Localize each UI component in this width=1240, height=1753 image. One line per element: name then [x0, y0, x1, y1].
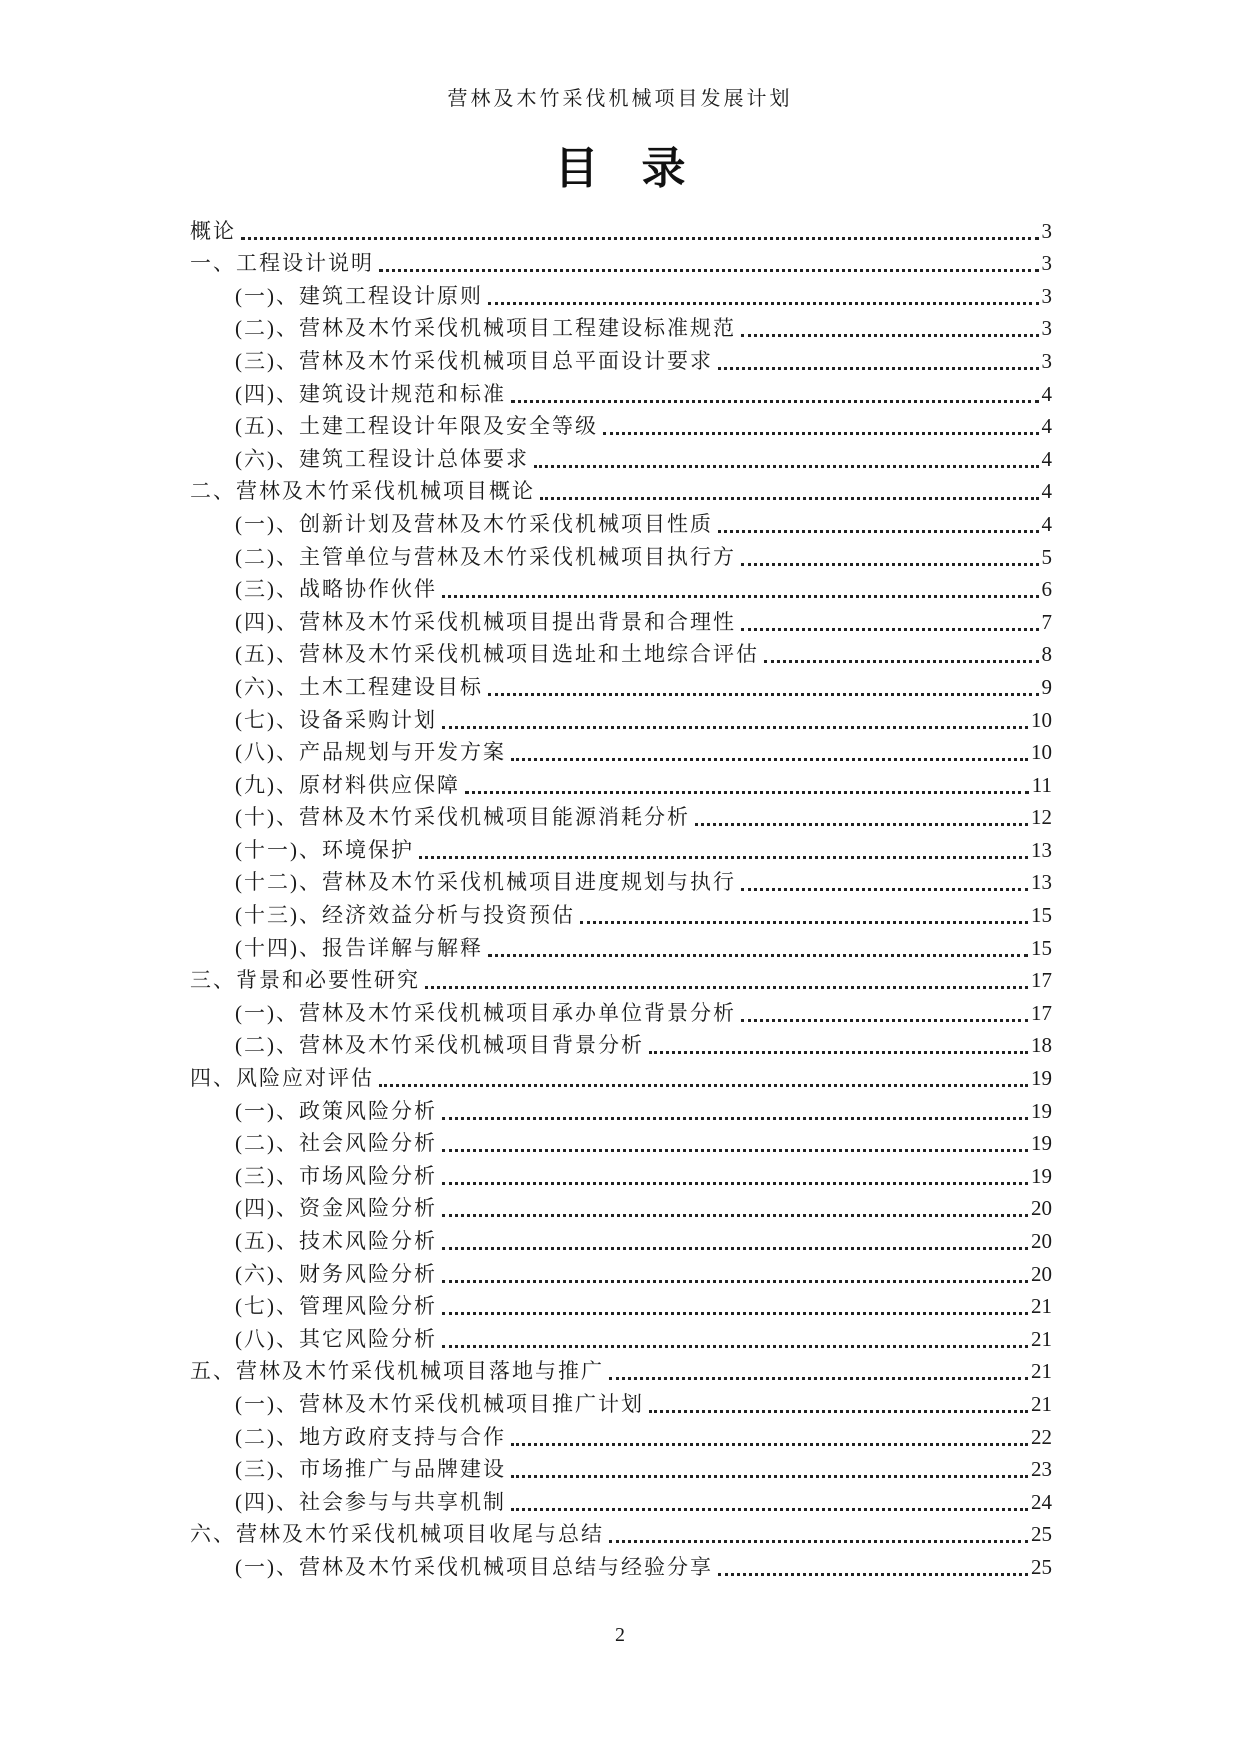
toc-entry-label: (五)、土建工程设计年限及安全等级: [235, 414, 598, 439]
toc-entry-label: (五)、技术风险分析: [235, 1229, 437, 1253]
toc-entry-label: (八)、产品规划与开发方案: [235, 740, 506, 765]
toc-leader-dots: [511, 1475, 1028, 1478]
toc-entry-label: 三、背景和必要性研究: [190, 968, 420, 993]
toc-entry: [190, 1125, 1052, 1158]
toc-entry-page: 20: [1031, 1196, 1052, 1221]
toc-entry: [190, 473, 1052, 506]
toc-entry-page: 21: [1031, 1326, 1052, 1351]
toc-entry-label: (九)、原材料供应保障: [235, 772, 460, 797]
toc-entry-page: 19: [1031, 1131, 1052, 1156]
toc-leader-dots: [764, 660, 1039, 663]
toc-entry-page: 10: [1031, 707, 1052, 732]
toc-entry-page: 4: [1041, 414, 1052, 439]
toc-entry: [190, 505, 1052, 538]
toc-entry-label: (七)、管理风险分析: [235, 1294, 437, 1319]
toc-entry-label: (十一)、环境保护: [235, 837, 414, 862]
toc-entry-page: 21: [1031, 1294, 1052, 1319]
toc-entry-label: (十)、营林及木竹采伐机械项目能源消耗分析: [235, 805, 690, 830]
toc-leader-dots: [419, 856, 1028, 859]
toc-entry: [190, 603, 1052, 636]
toc-entry-page: 3: [1041, 251, 1052, 276]
toc-entry: [190, 1027, 1052, 1060]
toc-leader-dots: [609, 1377, 1028, 1380]
toc-entry-label: (一)、营林及木竹采伐机械项目承办单位背景分析: [235, 1000, 736, 1025]
toc-leader-dots: [442, 726, 1028, 729]
toc-entry: [190, 1157, 1052, 1190]
toc-leader-dots: [603, 432, 1039, 435]
toc-entry: [190, 212, 1052, 245]
toc-entry-label: 六、营林及木竹采伐机械项目收尾与总结: [190, 1522, 604, 1547]
toc-entry: [190, 1059, 1052, 1092]
toc-entry-label: (十二)、营林及木竹采伐机械项目进度规划与执行: [235, 870, 736, 895]
toc-entry: [190, 1385, 1052, 1418]
toc-entry-label: (一)、建筑工程设计原则: [235, 283, 483, 308]
toc-entry: [190, 701, 1052, 734]
toc-entry-label: 四、风险应对评估: [190, 1066, 374, 1091]
toc-entry: [190, 1320, 1052, 1353]
toc-entry-page: 21: [1031, 1391, 1052, 1416]
toc-entry-page: 8: [1041, 642, 1052, 667]
toc-entry: [190, 1288, 1052, 1321]
toc-entry-label: (二)、主管单位与营林及木竹采伐机械项目执行方: [235, 544, 736, 569]
toc-entry-label: (十三)、经济效益分析与投资预估: [235, 903, 575, 928]
toc-entry-page: 10: [1031, 740, 1052, 765]
toc-entry-page: 4: [1041, 381, 1052, 406]
toc-leader-dots: [649, 1410, 1028, 1413]
toc-entry: [190, 668, 1052, 701]
toc-leader-dots: [442, 1312, 1028, 1315]
toc-leader-dots: [465, 791, 1029, 794]
toc-entry-page: 3: [1041, 316, 1052, 341]
toc-entry-label: (八)、其它风险分析: [235, 1326, 437, 1351]
toc-entry-page: 4: [1041, 479, 1052, 504]
document-header: 营林及木竹采伐机械项目发展计划: [447, 88, 793, 110]
toc-leader-dots: [488, 954, 1028, 957]
toc-entry-page: 4: [1041, 446, 1052, 471]
toc-leader-dots: [511, 1508, 1028, 1511]
toc-leader-dots: [540, 497, 1039, 500]
toc-entry: [190, 962, 1052, 995]
toc-entry-label: (三)、战略协作伙伴: [235, 577, 437, 602]
toc-entry-page: 18: [1031, 1033, 1052, 1058]
toc-title: 目 录: [554, 144, 702, 193]
toc-leader-dots: [718, 1573, 1028, 1576]
toc-leader-dots: [442, 595, 1039, 598]
toc-entry-page: 24: [1031, 1489, 1052, 1514]
toc-entry: [190, 799, 1052, 832]
toc-entry-page: 6: [1041, 577, 1052, 602]
toc-leader-dots: [649, 1051, 1028, 1054]
toc-entry: [190, 571, 1052, 604]
toc-entry: [190, 929, 1052, 962]
toc-entry-label: (三)、营林及木竹采伐机械项目总平面设计要求: [235, 348, 713, 373]
toc-entry: [190, 1190, 1052, 1223]
toc-leader-dots: [442, 1182, 1028, 1185]
toc-entry-page: 13: [1031, 870, 1052, 895]
toc-entry-page: 3: [1041, 283, 1052, 308]
toc-entry: [190, 408, 1052, 441]
toc-leader-dots: [442, 1214, 1028, 1217]
toc-entry-page: 5: [1041, 544, 1052, 569]
toc-leader-dots: [741, 563, 1039, 566]
toc-leader-dots: [442, 1280, 1028, 1283]
toc-entry-label: (四)、营林及木竹采伐机械项目提出背景和合理性: [235, 609, 736, 634]
toc-entry-label: (四)、建筑设计规范和标准: [235, 381, 506, 406]
toc-leader-dots: [534, 465, 1039, 468]
toc-entry: [190, 1092, 1052, 1125]
toc-leader-dots: [718, 367, 1039, 370]
toc-entry-label: (五)、营林及木竹采伐机械项目选址和土地综合评估: [235, 642, 759, 667]
toc-entry-label: (三)、市场风险分析: [235, 1163, 437, 1188]
toc-leader-dots: [741, 888, 1028, 891]
toc-entry-label: (六)、建筑工程设计总体要求: [235, 446, 529, 471]
toc-entry: [190, 538, 1052, 571]
toc-entry-page: 19: [1031, 1098, 1052, 1123]
toc-entry-page: 20: [1031, 1261, 1052, 1286]
toc-entry: [190, 1418, 1052, 1451]
toc-leader-dots: [511, 400, 1039, 403]
toc-leader-dots: [488, 302, 1039, 305]
toc-leader-dots: [442, 1117, 1028, 1120]
toc-entry-label: 概论: [190, 218, 236, 243]
toc-leader-dots: [488, 693, 1039, 696]
toc-entry: [190, 1255, 1052, 1288]
toc-entry-page: 19: [1031, 1066, 1052, 1091]
toc-entry-label: (二)、营林及木竹采伐机械项目工程建设标准规范: [235, 316, 736, 341]
toc-entry-label: 五、营林及木竹采伐机械项目落地与推广: [190, 1359, 604, 1384]
toc-entry-page: 12: [1031, 805, 1052, 830]
toc-entry-label: 一、工程设计说明: [190, 251, 374, 276]
toc-entry: [190, 342, 1052, 375]
toc-leader-dots: [741, 1019, 1028, 1022]
toc-entry: [190, 245, 1052, 278]
toc-entry-page: 17: [1031, 968, 1052, 993]
toc-entry: [190, 277, 1052, 310]
toc-entry: [190, 310, 1052, 343]
toc-entry-label: (六)、土木工程建设目标: [235, 674, 483, 699]
toc-entry-label: (六)、财务风险分析: [235, 1261, 437, 1286]
toc-entry-page: 7: [1041, 609, 1052, 634]
toc-entry-page: 13: [1031, 837, 1052, 862]
toc-entry-label: (十四)、报告详解与解释: [235, 935, 483, 960]
toc-leader-dots: [379, 1084, 1028, 1087]
toc-entry: [190, 864, 1052, 897]
toc-entry-page: 20: [1031, 1229, 1052, 1253]
toc-entry: [190, 1222, 1052, 1255]
toc-entry: [190, 1353, 1052, 1386]
toc-entry-label: (一)、创新计划及营林及木竹采伐机械项目性质: [235, 511, 713, 536]
toc-entry-label: (七)、设备采购计划: [235, 707, 437, 732]
toc-entry: [190, 1483, 1052, 1516]
toc-entry-page: 15: [1031, 935, 1052, 960]
toc-entry: [190, 994, 1052, 1027]
toc-entry: [190, 1451, 1052, 1484]
toc-entry-label: (二)、社会风险分析: [235, 1131, 437, 1156]
toc-entry: [190, 440, 1052, 473]
toc-entry-page: 3: [1041, 348, 1052, 373]
toc-entry-label: (三)、市场推广与品牌建设: [235, 1457, 506, 1482]
toc-entry: [190, 375, 1052, 408]
toc-list: [190, 212, 1052, 1581]
toc-entry-label: (四)、社会参与与共享机制: [235, 1489, 506, 1514]
toc-entry-page: 15: [1031, 903, 1052, 928]
toc-entry-page: 25: [1031, 1522, 1052, 1547]
toc-leader-dots: [580, 921, 1028, 924]
toc-leader-dots: [511, 1443, 1028, 1446]
toc-entry-label: 二、营林及木竹采伐机械项目概论: [190, 479, 535, 504]
toc-entry: [190, 636, 1052, 669]
toc-entry-label: (二)、地方政府支持与合作: [235, 1424, 506, 1449]
toc-entry-label: (一)、营林及木竹采伐机械项目总结与经验分享: [235, 1554, 713, 1579]
toc-entry-label: (一)、营林及木竹采伐机械项目推广计划: [235, 1391, 644, 1416]
toc-entry-page: 21: [1031, 1359, 1052, 1384]
toc-entry-page: 17: [1031, 1000, 1052, 1025]
toc-leader-dots: [442, 1149, 1028, 1152]
toc-leader-dots: [511, 758, 1028, 761]
toc-entry-page: 9: [1041, 674, 1052, 699]
toc-leader-dots: [425, 986, 1028, 989]
toc-entry-page: 4: [1041, 511, 1052, 536]
toc-entry-page: 19: [1031, 1163, 1052, 1188]
toc-entry: [190, 831, 1052, 864]
toc-entry: [190, 766, 1052, 799]
toc-entry-page: 22: [1031, 1424, 1052, 1449]
toc-entry: [190, 1516, 1052, 1549]
toc-leader-dots: [718, 530, 1039, 533]
toc-entry-page: 3: [1041, 218, 1052, 243]
toc-leader-dots: [442, 1247, 1028, 1250]
toc-entry-label: (一)、政策风险分析: [235, 1098, 437, 1123]
toc-entry-label: (二)、营林及木竹采伐机械项目背景分析: [235, 1033, 644, 1058]
toc-entry: [190, 896, 1052, 929]
toc-entry-page: 11: [1031, 772, 1052, 797]
toc-leader-dots: [241, 237, 1039, 240]
toc-leader-dots: [379, 269, 1039, 272]
toc-leader-dots: [741, 334, 1039, 337]
toc-entry-page: 23: [1031, 1457, 1052, 1482]
toc-entry: [190, 1548, 1052, 1581]
toc-leader-dots: [741, 628, 1039, 631]
toc-leader-dots: [442, 1345, 1028, 1348]
toc-entry-label: (四)、资金风险分析: [235, 1196, 437, 1221]
toc-leader-dots: [609, 1540, 1028, 1543]
toc-entry: [190, 734, 1052, 767]
toc-leader-dots: [695, 823, 1028, 826]
page-number: 2: [615, 1624, 625, 1646]
toc-entry-page: 25: [1031, 1554, 1052, 1579]
